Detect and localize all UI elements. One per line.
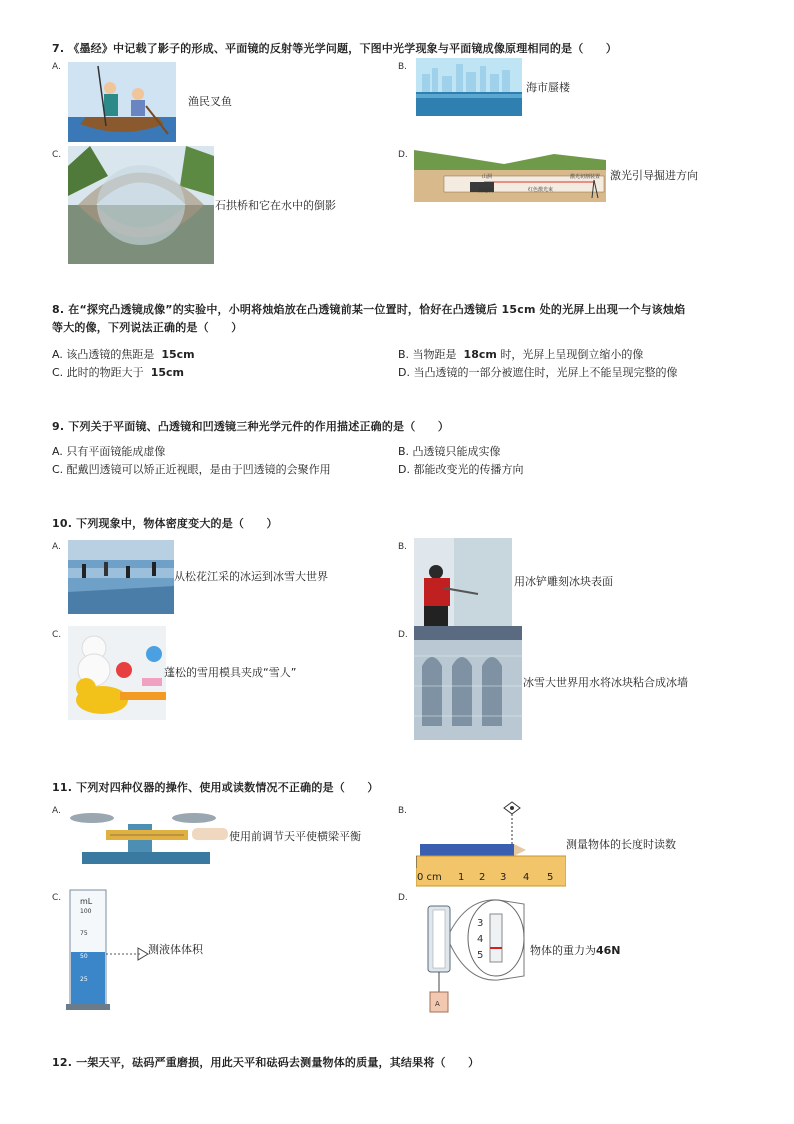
q7-c-image: [68, 146, 214, 264]
q10-a-image: [68, 540, 174, 614]
q8-option-d: D. 当凸透镜的一部分被遮住时，光屏上不能呈现完整的像: [398, 366, 678, 379]
q11-c-tick-100: 100: [80, 908, 92, 915]
q7-c-label: C.: [52, 150, 62, 160]
q7-c-caption: 石拱桥和它在水中的倒影: [215, 199, 336, 212]
q7-stem: 7. 《墨经》中记载了影子的形成、平面镜的反射等光学问题，下图中光学现象与平面镜成像原理相同的是（ ）: [52, 42, 618, 55]
q7-d-label: D.: [398, 150, 408, 160]
q7-d-text-cave: 山洞: [482, 174, 493, 180]
q8-option-c: C. 此时的物距大于 15cm: [52, 366, 184, 379]
q10-a-caption: 从松花江采的冰运到冰雪大世界: [174, 570, 328, 583]
q8-stem-line2: 等大的像，下列说法正确的是（ ）: [52, 321, 243, 334]
q9-option-b: B. 凸透镜只能成实像: [398, 445, 501, 458]
q11-d-label: D.: [398, 893, 408, 903]
q10-b-label: B.: [398, 542, 408, 552]
q11-b-tick-1: 1: [458, 872, 465, 883]
q11-c-tick-25: 25: [80, 976, 88, 983]
q7-b-label: B.: [398, 62, 408, 72]
q7-a-label: A.: [52, 62, 61, 72]
q11-d-caption: 物体的重力为46N: [530, 944, 621, 957]
q7-b-image: [416, 58, 522, 116]
q8-option-b: B. 当物距是 18cm 时，光屏上呈现倒立缩小的像: [398, 348, 644, 361]
q11-c-label: C.: [52, 893, 62, 903]
q11-a-caption: 使用前调节天平使横梁平衡: [229, 830, 361, 843]
q11-b-tick-3: 3: [500, 872, 507, 883]
q10-c-label: C.: [52, 630, 62, 640]
q11-d-tick-3: 3: [477, 918, 484, 929]
q8-option-a: A. 该凸透镜的焦距是 15cm: [52, 348, 195, 361]
q12-stem: 12. 一架天平，砝码严重磨损，用此天平和砝码去测量物体的质量，其结果将（ ）: [52, 1056, 480, 1069]
q11-a-image: [66, 804, 228, 866]
q8-stem-line1: 8. 在“探究凸透镜成像”的实验中，小明将烛焰放在凸透镜前某一位置时，恰好在凸透镜后 15cm 处的光屏上出现一个与该烛焰: [52, 303, 686, 316]
q7-d-text-laser-device: 激光切割装置: [570, 174, 601, 180]
q10-d-label: D.: [398, 630, 408, 640]
q10-c-caption: 蓬松的雪用模具夹成“雪人”: [164, 666, 297, 679]
q7-a-image: [68, 62, 176, 142]
q9-stem: 9. 下列关于平面镜、凸透镜和凹透镜三种光学元件的作用描述正确的是（ ）: [52, 420, 450, 433]
q11-d-weight-label: A: [435, 1000, 440, 1008]
q11-b-caption: 测量物体的长度时读数: [566, 838, 676, 851]
q11-b-tick-0: 0 cm: [417, 872, 442, 883]
q11-c-tick-50: 50: [80, 953, 88, 960]
q11-c-tick-75: 75: [80, 930, 88, 937]
q10-b-caption: 用冰铲雕刻冰块表面: [514, 575, 613, 588]
q7-a-caption: 渔民叉鱼: [188, 95, 232, 108]
q11-c-caption: 测液体体积: [148, 943, 203, 956]
q7-d-caption: 激光引导掘进方向: [610, 169, 698, 182]
q7-d-text-machine: 掘进机: [478, 188, 494, 194]
q11-c-unit: mL: [80, 897, 93, 906]
q11-a-label: A.: [52, 806, 61, 816]
q11-b-label: B.: [398, 806, 408, 816]
q11-d-tick-4: 4: [477, 934, 484, 945]
q11-d-tick-5: 5: [477, 950, 484, 961]
q9-option-a: A. 只有平面镜能成虚像: [52, 445, 166, 458]
q10-c-image: [68, 626, 166, 720]
q10-d-image: [414, 626, 522, 740]
q10-b-image: [414, 538, 512, 626]
q11-b-tick-4: 4: [523, 872, 530, 883]
q10-a-label: A.: [52, 542, 61, 552]
q9-option-d: D. 都能改变光的传播方向: [398, 463, 524, 476]
q9-option-c: C. 配戴凹透镜可以矫正近视眼，是由于凹透镜的会聚作用: [52, 463, 331, 476]
q11-b-tick-2: 2: [479, 872, 486, 883]
q7-b-caption: 海市蜃楼: [526, 81, 570, 94]
q7-d-text-beam: 红色激光束: [528, 187, 554, 193]
q10-stem: 10. 下列现象中，物体密度变大的是（ ）: [52, 517, 278, 530]
q11-b-tick-5: 5: [547, 872, 554, 883]
q10-d-caption: 冰雪大世界用水将冰块粘合成冰墙: [523, 676, 688, 689]
q11-stem: 11. 下列对四种仪器的操作、使用或读数情况不正确的是（ ）: [52, 781, 379, 794]
